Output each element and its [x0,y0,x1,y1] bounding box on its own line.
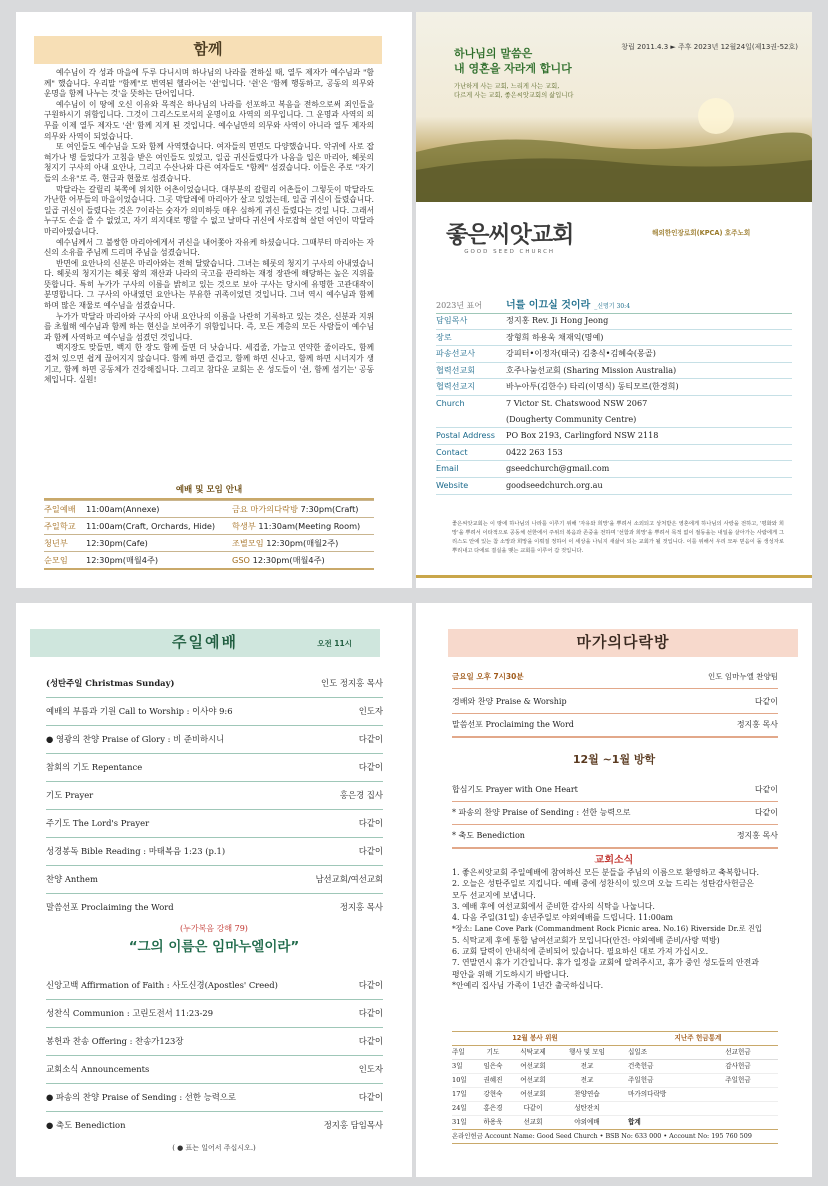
order-item: 합심기도 Prayer with One Heart 다같이 [452,779,778,802]
order-item: 찬양 Anthem 남선교회/여선교회 [46,865,383,894]
standing-note: ( ● 표는 일어서 주십시오.) [172,1144,256,1152]
article-paragraph: 또 여인들도 예수님을 도와 함께 사역했습니다. 여자들의 면면도 다양했습니다. 악귀에 사로 잡혀가나 병 들었다가 고침을 받은 여인들도 있었고, 일곱 귀신들렸다가 나음을 입은 마리아, 헤롯의 청지기 구사의 아내 요안나, 그리고 수산나와 다른 여자들도 "함께" 섬겼습니다. 이들은 주로 "자기들의 소유"로 즉, 현금과 현물로 섬겼습니다. [44,142,374,183]
duty-row: 31일 하용욱 선교회 야외예배 합계 [452,1116,778,1130]
title-band [30,629,380,657]
bulletin-page-together [16,12,412,588]
duty-title: 12월 봉사 위원 [512,1034,558,1042]
order-item: 기도 Prayer 홍은경 집사 [46,781,383,810]
mission-statement: 좋은씨앗교회는 이 땅에 하나님의 나라를 이루기 위해 '자유와 희망'을 뿌려서 소외되고 상처받은 영혼에게 하나님의 사랑을 전하고, '평화와 희망'을 뿌려서 이타적으로 공동체 선한에서 주위의 복음과 존중을 전하며 '선함과 희망'을 뿌려서 목적 없이 절동을는 내일을 살아가는 사람에게 그리스도 안에 있는 참 소망과 희망을 이뤄질 정하이 이 세상을 나눠지 새삶이 되는 교회가 될 것입니다. 이를 위해서 우리 모두 믿음이 돌 생성자로 뿌리내고 다에로 결실을 맺는 교회를 이루어 갑 것입니다. [452,521,784,554]
offering-title: 지난주 헌금통계 [674,1034,722,1042]
motto-row: 2023년 표어 너를 이끄실 것이라 _신명기 30:4 [436,296,792,314]
service-time: 오전 11시 [317,639,352,648]
hero-subtitle: 가난하게 사는 교회, 느리게 사는 교회, 다르게 사는 교회, 좋은씨앗교회의 삶입니다 [454,83,574,99]
order-item: 예배의 부름과 기원 Call to Worship : 이사야 9:6 인도자 [46,697,383,726]
info-row: Website goodseedchurch.org.au [436,478,792,495]
order-item: 성찬식 Communion : 고린도전서 11:23-29 다같이 [46,999,383,1028]
info-row: Church 7 Victor St. Chatswood NSW 2067 [436,397,648,408]
news-item: 평안을 위해 기도하시기 바랍니다. [452,969,569,979]
article-paragraph: 반면에 요안나의 신분은 마리아와는 전혀 달랐습니다. 그녀는 헤롯의 청지기 구사의 아내였습니다. 헤롯의 청지기는 헤롯 왕의 재산과 나라의 국고를 관리하는 재정 장관에 해당하는 높은 지위를 뜻합니다. 특히 누가가 구사의 이름을 밝히고 있는 것으로 보아 구사는 당시에 유명한 고관대작이 분명합니다. 그 구사의 아내였던 요안나는 부유한 귀족이었던 것입니다. 그녀 역시 예수님과 함께 하며 많은 재물로 예수님을 섬겼습니다. [44,258,374,311]
page-title: 주일예배 [172,633,238,651]
news-title: 교회소식 [594,855,634,866]
sermon-title: “그의 이름은 임마누엘이라” [128,939,300,955]
news-item: *안예리 집사님 가족이 1년간 출국하십니다. [452,980,604,990]
order-item: * 축도 Benediction 정지홍 목사 [452,825,778,849]
news-item: 6. 교회 달력이 안내석에 준비되어 있습니다. 필요하신 대로 가져 가십시오. [452,947,709,957]
info-row: 장로 장형희 하용욱 채재익(명예) [436,330,792,347]
church-info-table [436,313,792,495]
order-item: (성탄주일 Christmas Sunday) 인도 정지홍 목사 [46,669,383,698]
news-item: 7. 연말연시 휴가 기간입니다. 휴가 일정을 교회에 알려주시고, 휴가 중인 성도들의 안전과 [452,958,759,968]
title-band [448,629,798,657]
event-row: 주일예배 11:00am(Annexe) 금요 마가의다락방 7:30pm(Craft) [44,500,374,517]
event-row: 주일학교 11:00am(Craft, Orchards, Hide) 학생부 11:30am(Meeting Room) [44,517,374,534]
hero-title: 하나님의 말씀은 내 영혼을 자라게 합니다 [454,47,572,75]
affiliation: 해외한인장로회(KPCA) 호주노회 [652,229,751,237]
order-item: 주기도 The Lord's Prayer 다같이 [46,809,383,838]
website-link: goodseedchurch.org.au [506,479,603,490]
article-paragraph: 예수님께서 그 불쌍한 마리아에게서 귀신을 내어쫓아 자유케 하셨습니다. 그때부터 마리아는 자신의 소유를 주님께 드리며 주님을 섬겼습니다. [44,237,374,258]
duty-table [452,1031,778,1144]
news-item: *장소: Lane Cove Park (Commandment Rock Picnic area. No.16) Riverside Dr.로 진입 [452,924,763,934]
bulletin-cover-page [416,12,812,588]
sunday-service-page [16,603,412,1177]
order-item: 참회의 기도 Repentance 다같이 [46,753,383,782]
event-row: 순모임 12:30pm(매월4주) GSO 12:30pm(매월4주) [44,551,374,570]
news-item: 1. 좋은씨앗교회 주일예배에 참여하신 모든 분들을 주님의 이름으로 환영하고 축복합니다. [452,868,760,877]
email-link: gseedchurch@gmail.com [506,463,610,474]
church-logo: 좋은씨앗교회 GOOD SEED CHURCH [446,222,574,255]
news-item: 모두 선교지에 보냅니다. [452,890,536,900]
news-list [452,867,782,991]
duty-row: 10일 권혜진 여선교회 전교 주일헌금 주일헌금 [452,1074,778,1088]
order-item: 말씀선포 Proclaiming the Word 정지홍 목사 [452,714,778,738]
order-item: ● 축도 Benediction 정지홍 담임목사 [46,1120,383,1130]
news-item: 5. 식탁교제 후에 통합 남여선교회가 모입니다(안건: 야외예배 준비/사랑 떡방) [452,935,720,945]
info-row: (Dougherty Community Centre) [436,412,792,429]
info-row: 담임목사 정지홍 Rev. Ji Hong Jeong [436,313,792,330]
article-paragraph: 예수님이 각 성과 마을에 두루 다니시며 하나님의 나라를 전하실 때, 열두 제자가 예수님과 "함께" 했습니다. 우리말 "함께"로 번역된 헬라어는 '쉰'입니다. '쉰'은 '함께 행동하고, 공동의 의무와 운명을 함께 나누는 것'을 뜻하는 단어입니다. [44,68,374,99]
order-item: 말씀선포 Proclaiming the Word 정지홍 목사 [46,902,383,912]
order-item: 신앙고백 Affirmation of Faith : 사도신경(Apostles' Creed) 다같이 [46,971,383,1000]
info-row: 파송선교사 강피터•이정자(태국) 김충식•김혜숙(몽골) [436,346,792,363]
info-row: 협력선교지 바누아투(김한수) 타리(이명식) 동티모르(한경희) [436,379,792,396]
events-table [44,482,374,570]
page-title: 마가의다락방 [576,633,670,651]
page-title: 함께 [193,40,223,58]
order-item: ● 파송의 찬양 Praise of Sending : 선한 능력으로 다같이 [46,1083,383,1112]
article-body [44,68,374,386]
order-item: 성경봉독 Bible Reading : 마태복음 1:23 (p.1) 다같이 [46,837,383,866]
duty-row: 3일 임은숙 여선교회 전교 건축헌금 감사헌금 [452,1060,778,1074]
title-band [34,36,382,64]
info-row: 협력선교회 호주나눔선교회 (Sharing Mission Australia) [436,363,792,380]
news-item: 4. 다음 주일(31일) 송년주일로 야외예배를 드립니다. 11:00am [452,913,674,923]
info-row: Contact 0422 263 153 [436,445,792,462]
article-paragraph: 예수님이 이 땅에 오신 이유와 목적은 하나님의 나라를 선포하고 복음을 전하으로써 죄인들을 구원하시기 위함입니다. 그것이 그리스도로서의 운명이요 사역의 의무입니다. 그 운명과 사역의 의무를 이제 열두 제자도 '쉰' 함께 지게 된 것입니다. 예수님만의 의무와 사역이 아니라 열두 제자의 의무와 사역이 되었습니다. [44,99,374,141]
events-title: 예배 및 모임 안내 [44,482,374,500]
friday-meeting-page [416,603,812,1177]
duty-row: 17일 강현숙 여선교회 찬양연습 마가의다락방 [452,1088,778,1102]
order-item: ● 영광의 찬양 Praise of Glory : 비 준비하시니 다같이 [46,725,383,754]
friday-header: 금요일 오후 7시30분 인도 임마누엘 찬양팀 [452,671,778,689]
article-paragraph: 막달라는 갈릴리 북쪽에 위치한 어촌이었습니다. 대부분의 갈릴리 어촌들이 그렇듯이 막달라도 가난한 어부들의 마을이었습니다. 그곳 막달레에 마리아가 살고 있었는데, 일곱 귀신이 들렸습니다. 일곱 귀신이 들렸다는 것은 7이라는 숫자가 의미하듯 매우 심하게 귀신 들렸다는 것일 니다. 그래서 누구도 손을 쓸 수 없었고, 자기 의지대로 행할 수 없고 날마다 귀신에 사로잡혀 살던 여인이 막달라 마리아였습니다. [44,184,374,236]
hero-image [416,12,812,202]
duty-row: 24일 홍은경 다같이 성탄잔치 [452,1102,778,1116]
article-paragraph: 백지장도 맞들면, 백지 한 장도 함께 들면 더 낫습니다. 세겹줄, 가늘고 연약한 줄이라도, 함께 겹쳐 있으면 쉽게 끊어지지 않습니다. 함께 하면 즐겁고, 함께 하면 신나고, 함께 하면 시너지가 생기고, 함께 하면 공동체가 건강해집니다. 그리고 참다운 교회는 온 성도들이 '쉰, 함께 섬기는' 공동체입니다. 실원! [44,343,374,385]
info-row: Email gseedchurch@gmail.com [436,461,792,478]
order-item: 교회소식 Announcements 인도자 [46,1055,383,1084]
sermon-reference: (누가복음 강해 79) [180,924,248,933]
duty-header-row: 주일 기도 식탁교제 행사 및 모임 십일조 선교헌금 [452,1046,778,1060]
article-paragraph: 누가가 막달라 마리아와 구사의 아내 요안나의 이름을 나란히 기록하고 있는 것은, 신분과 지위를 초월해 예수님과 함께 하는 현신을 보여주기 위함입니다. 즉, 모든 계층의 모든 사람들이 예수님과 함께 사역하고 예수님을 섬겼던 것입니다. [44,311,374,342]
order-item: 봉헌과 찬송 Offering : 찬송가123장 다같이 [46,1027,383,1056]
event-row: 청년부 12:30pm(Cafe) 조별모임 12:30pm(매월2주) [44,534,374,551]
order-item: 경배와 찬양 Praise & Worship 다같이 [452,691,778,714]
footer-rule [416,575,812,578]
issue-date: 창립 2011.4.3 ► 주후 2023년 12월24일(제13권-52호) [621,43,798,51]
news-item: 2. 오늘은 성탄주일로 지킵니다. 예배 중에 성찬식이 있으며 오늘 드리는 성탄감사헌금은 [452,879,754,889]
news-item: 3. 예배 후에 여선교회에서 준비한 감사의 식탁을 나눕니다. [452,901,655,911]
vacation-notice: 12월 ~1월 방학 [572,753,656,766]
info-row: Postal Address PO Box 2193, Carlingford NSW 2118 [436,428,792,445]
order-item: * 파송의 찬양 Praise of Sending : 선한 능력으로 다같이 [452,802,778,825]
online-offering-account: 온라인헌금 Account Name: Good Seed Church • BSB No: 633 000 • Account No: 195 760 509 [452,1130,778,1144]
landscape-illustration [416,12,812,202]
